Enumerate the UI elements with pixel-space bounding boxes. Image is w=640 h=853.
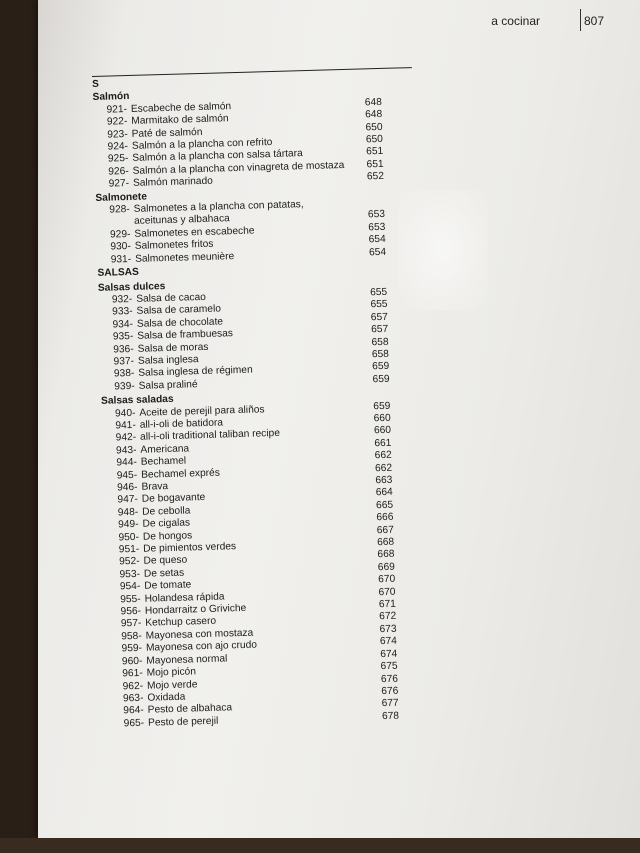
recipe-page: 669 xyxy=(377,561,395,574)
recipe-number: 962- xyxy=(122,680,144,692)
index-subcategory: Salsas saladas xyxy=(100,394,174,408)
recipe-name: Salmón a la plancha con salsa tártara xyxy=(132,148,303,165)
recipe-number: 957- xyxy=(120,618,142,630)
recipe-number: 922- xyxy=(106,116,128,128)
recipe-name: Salsa de moras xyxy=(137,341,209,355)
recipe-page: 670 xyxy=(378,586,396,598)
recipe-name: Mayonesa con mostaza xyxy=(145,627,254,642)
recipe-name: all-i-oli traditional taliban recipe xyxy=(139,428,281,444)
recipe-page: 648 xyxy=(365,109,383,121)
recipe-number: 945- xyxy=(116,469,138,482)
recipe-number: 953- xyxy=(119,568,141,581)
recipe-number: 937- xyxy=(113,355,135,368)
recipe-page: 650 xyxy=(365,133,384,146)
recipe-page: 653 xyxy=(368,221,386,234)
recipe-name: Marmitako de salmón xyxy=(131,113,229,128)
recipe-page: 663 xyxy=(375,474,393,487)
recipe-name: Mojo picón xyxy=(146,666,197,679)
recipe-page: 664 xyxy=(375,487,393,499)
recipe-name: De pimientos verdes xyxy=(143,541,237,555)
recipe-page: 666 xyxy=(376,511,394,524)
recipe-name: De hongos xyxy=(142,530,193,543)
recipe-page: 654 xyxy=(368,246,387,259)
recipe-number: 923- xyxy=(107,128,128,141)
index-category: Salmón xyxy=(92,91,130,104)
running-header-title: a cocinar xyxy=(491,14,540,28)
recipe-page: 655 xyxy=(370,286,388,299)
recipe-name: Salmonetes en escabeche xyxy=(134,225,255,240)
recipe-name: Escabeche de salmón xyxy=(130,100,232,115)
recipe-number: 943- xyxy=(115,444,137,457)
recipe-page: 658 xyxy=(371,348,390,361)
recipe-page: 654 xyxy=(368,234,386,246)
recipe-number: 960- xyxy=(121,655,143,668)
recipe-page: 653 xyxy=(367,209,386,221)
recipe-number: 927- xyxy=(108,178,130,190)
recipe-page: 668 xyxy=(376,536,395,549)
recipe-number: 950- xyxy=(118,531,140,544)
recipe-page: 651 xyxy=(366,146,384,158)
recipe-name: Oxidada xyxy=(147,691,186,704)
recipe-page: 675 xyxy=(380,660,398,673)
recipe-name: Brava xyxy=(141,481,169,493)
recipe-number: 930- xyxy=(110,241,131,253)
recipe-page: 660 xyxy=(373,412,391,425)
recipe-number: 934- xyxy=(112,318,134,331)
recipe-name: De cebolla xyxy=(142,505,191,518)
recipe-name: Aceite de perejil para aliños xyxy=(139,403,265,419)
recipe-name: De bogavante xyxy=(141,492,206,506)
recipe-page: 671 xyxy=(378,598,397,611)
recipe-page: 657 xyxy=(371,323,389,336)
recipe-page: 672 xyxy=(379,611,397,623)
recipe-name: Mojo verde xyxy=(146,678,198,692)
recipe-number: 933- xyxy=(112,306,133,318)
recipe-number: 931- xyxy=(110,253,132,266)
recipe-number: 939- xyxy=(114,380,135,393)
recipe-name: Salmonetes meunière xyxy=(134,250,235,265)
recipe-page: 659 xyxy=(372,361,390,373)
recipe-name: Salsa de cacao xyxy=(136,291,207,305)
recipe-page: 674 xyxy=(379,635,398,648)
recipe-page: 668 xyxy=(377,549,395,561)
recipe-page: 670 xyxy=(378,573,396,586)
recipe-number: 926- xyxy=(108,165,129,178)
index-category: Salmonete xyxy=(95,191,148,204)
recipe-page: 657 xyxy=(370,311,388,324)
recipe-number: 949- xyxy=(118,519,139,531)
recipe-number: 963- xyxy=(122,692,144,705)
recipe-number: 924- xyxy=(107,141,129,153)
recipe-name: Bechamel exprés xyxy=(141,467,220,481)
recipe-number: 921- xyxy=(106,103,128,116)
recipe-number: 956- xyxy=(120,605,142,618)
recipe-number: 941- xyxy=(115,419,136,432)
recipe-number: 936- xyxy=(113,343,134,356)
recipe-number: 928- xyxy=(109,204,130,216)
recipe-number: 940- xyxy=(114,407,136,420)
index-letter: S xyxy=(92,78,100,90)
recipe-number: 961- xyxy=(122,667,143,680)
recipe-name: Ketchup casero xyxy=(145,616,217,630)
recipe-name: De tomate xyxy=(144,579,192,592)
recipe-page: 662 xyxy=(374,462,393,474)
recipe-name: Mayonesa normal xyxy=(146,653,228,667)
recipe-page: 655 xyxy=(370,299,388,311)
index-category: SALSAS xyxy=(97,266,139,280)
recipe-name: Pesto de albahaca xyxy=(147,702,233,717)
table-surface xyxy=(0,838,640,853)
recipe-name: all-i-oli de batidora xyxy=(139,417,224,431)
recipe-page: 660 xyxy=(373,425,392,437)
recipe-number: 947- xyxy=(117,494,139,506)
recipe-number: 932- xyxy=(111,293,133,306)
recipe-number: 938- xyxy=(113,368,135,380)
recipe-name: Salsa de frambuesas xyxy=(137,328,234,342)
recipe-page: 659 xyxy=(372,373,390,386)
recipe-name: Salmonetes fritos xyxy=(134,238,214,253)
recipe-page: 652 xyxy=(366,171,385,183)
recipe-number: 944- xyxy=(116,457,137,469)
recipe-page: 676 xyxy=(381,685,399,698)
recipe-name: Bechamel xyxy=(140,455,187,468)
recipe-number: 958- xyxy=(121,630,142,643)
index-sections xyxy=(92,83,440,731)
recipe-name: Salsa inglesa de régimen xyxy=(138,364,253,380)
recipe-number: 954- xyxy=(119,581,141,593)
recipe-page: 676 xyxy=(380,673,399,685)
recipe-number: 946- xyxy=(116,481,138,494)
recipe-name: Salsa de chocolate xyxy=(136,316,224,330)
recipe-name-continued: aceitunas y albahaca xyxy=(133,213,230,228)
recipe-number: 948- xyxy=(117,506,139,519)
recipe-number: 959- xyxy=(121,643,143,655)
recipe-name: Salsa praliné xyxy=(138,378,198,392)
recipe-name: Salmón a la plancha con vinagreta de mostaza xyxy=(132,159,345,177)
recipe-page: 677 xyxy=(381,697,399,710)
recipe-name: Salsa inglesa xyxy=(137,354,199,367)
recipe-page: 674 xyxy=(380,648,398,660)
recipe-number: 955- xyxy=(120,593,141,606)
recipe-page: 659 xyxy=(373,400,391,412)
recipe-name: Salsa de caramelo xyxy=(136,303,222,318)
recipe-name: De queso xyxy=(143,554,188,568)
recipe-page: 662 xyxy=(374,449,392,462)
recipe-number: 965- xyxy=(123,717,145,730)
recipe-page: 658 xyxy=(371,336,389,348)
index-subcategory: Salsas dulces xyxy=(97,280,166,294)
page-number: 807 xyxy=(584,14,605,28)
recipe-number: 952- xyxy=(119,556,140,568)
recipe-number: 951- xyxy=(118,543,140,556)
recipe-number: 929- xyxy=(109,228,131,241)
recipe-page: 678 xyxy=(381,710,400,722)
recipe-number: 942- xyxy=(115,432,137,444)
recipe-name: De cigalas xyxy=(142,517,191,530)
recipe-page: 665 xyxy=(375,499,394,512)
recipe-name: Holandesa rápida xyxy=(144,591,225,605)
header-divider xyxy=(580,9,581,31)
recipe-number: 925- xyxy=(107,153,129,166)
recipe-name: Paté de salmón xyxy=(131,126,203,140)
recipe-name: Pesto de perejil xyxy=(147,715,219,729)
recipe-index xyxy=(92,67,440,731)
recipe-page: 648 xyxy=(364,96,382,109)
recipe-page: 673 xyxy=(379,623,397,636)
recipe-page: 650 xyxy=(365,121,383,134)
recipe-name: Americana xyxy=(140,443,190,456)
recipe-page: 667 xyxy=(376,524,394,536)
recipe-number: 964- xyxy=(123,705,144,717)
recipe-name: Salmón a la plancha con refrito xyxy=(131,137,273,152)
recipe-name: Mayonesa con ajo crudo xyxy=(145,639,258,654)
recipe-page: 661 xyxy=(374,437,392,450)
recipe-name: De setas xyxy=(143,567,185,580)
recipe-page: 651 xyxy=(366,158,384,171)
recipe-name: Hondarraitz o Griviche xyxy=(144,602,247,617)
recipe-name: Salmón marinado xyxy=(132,175,213,190)
recipe-name: Salmonetes a la plancha con patatas, xyxy=(133,199,304,215)
recipe-number: 935- xyxy=(112,331,134,343)
